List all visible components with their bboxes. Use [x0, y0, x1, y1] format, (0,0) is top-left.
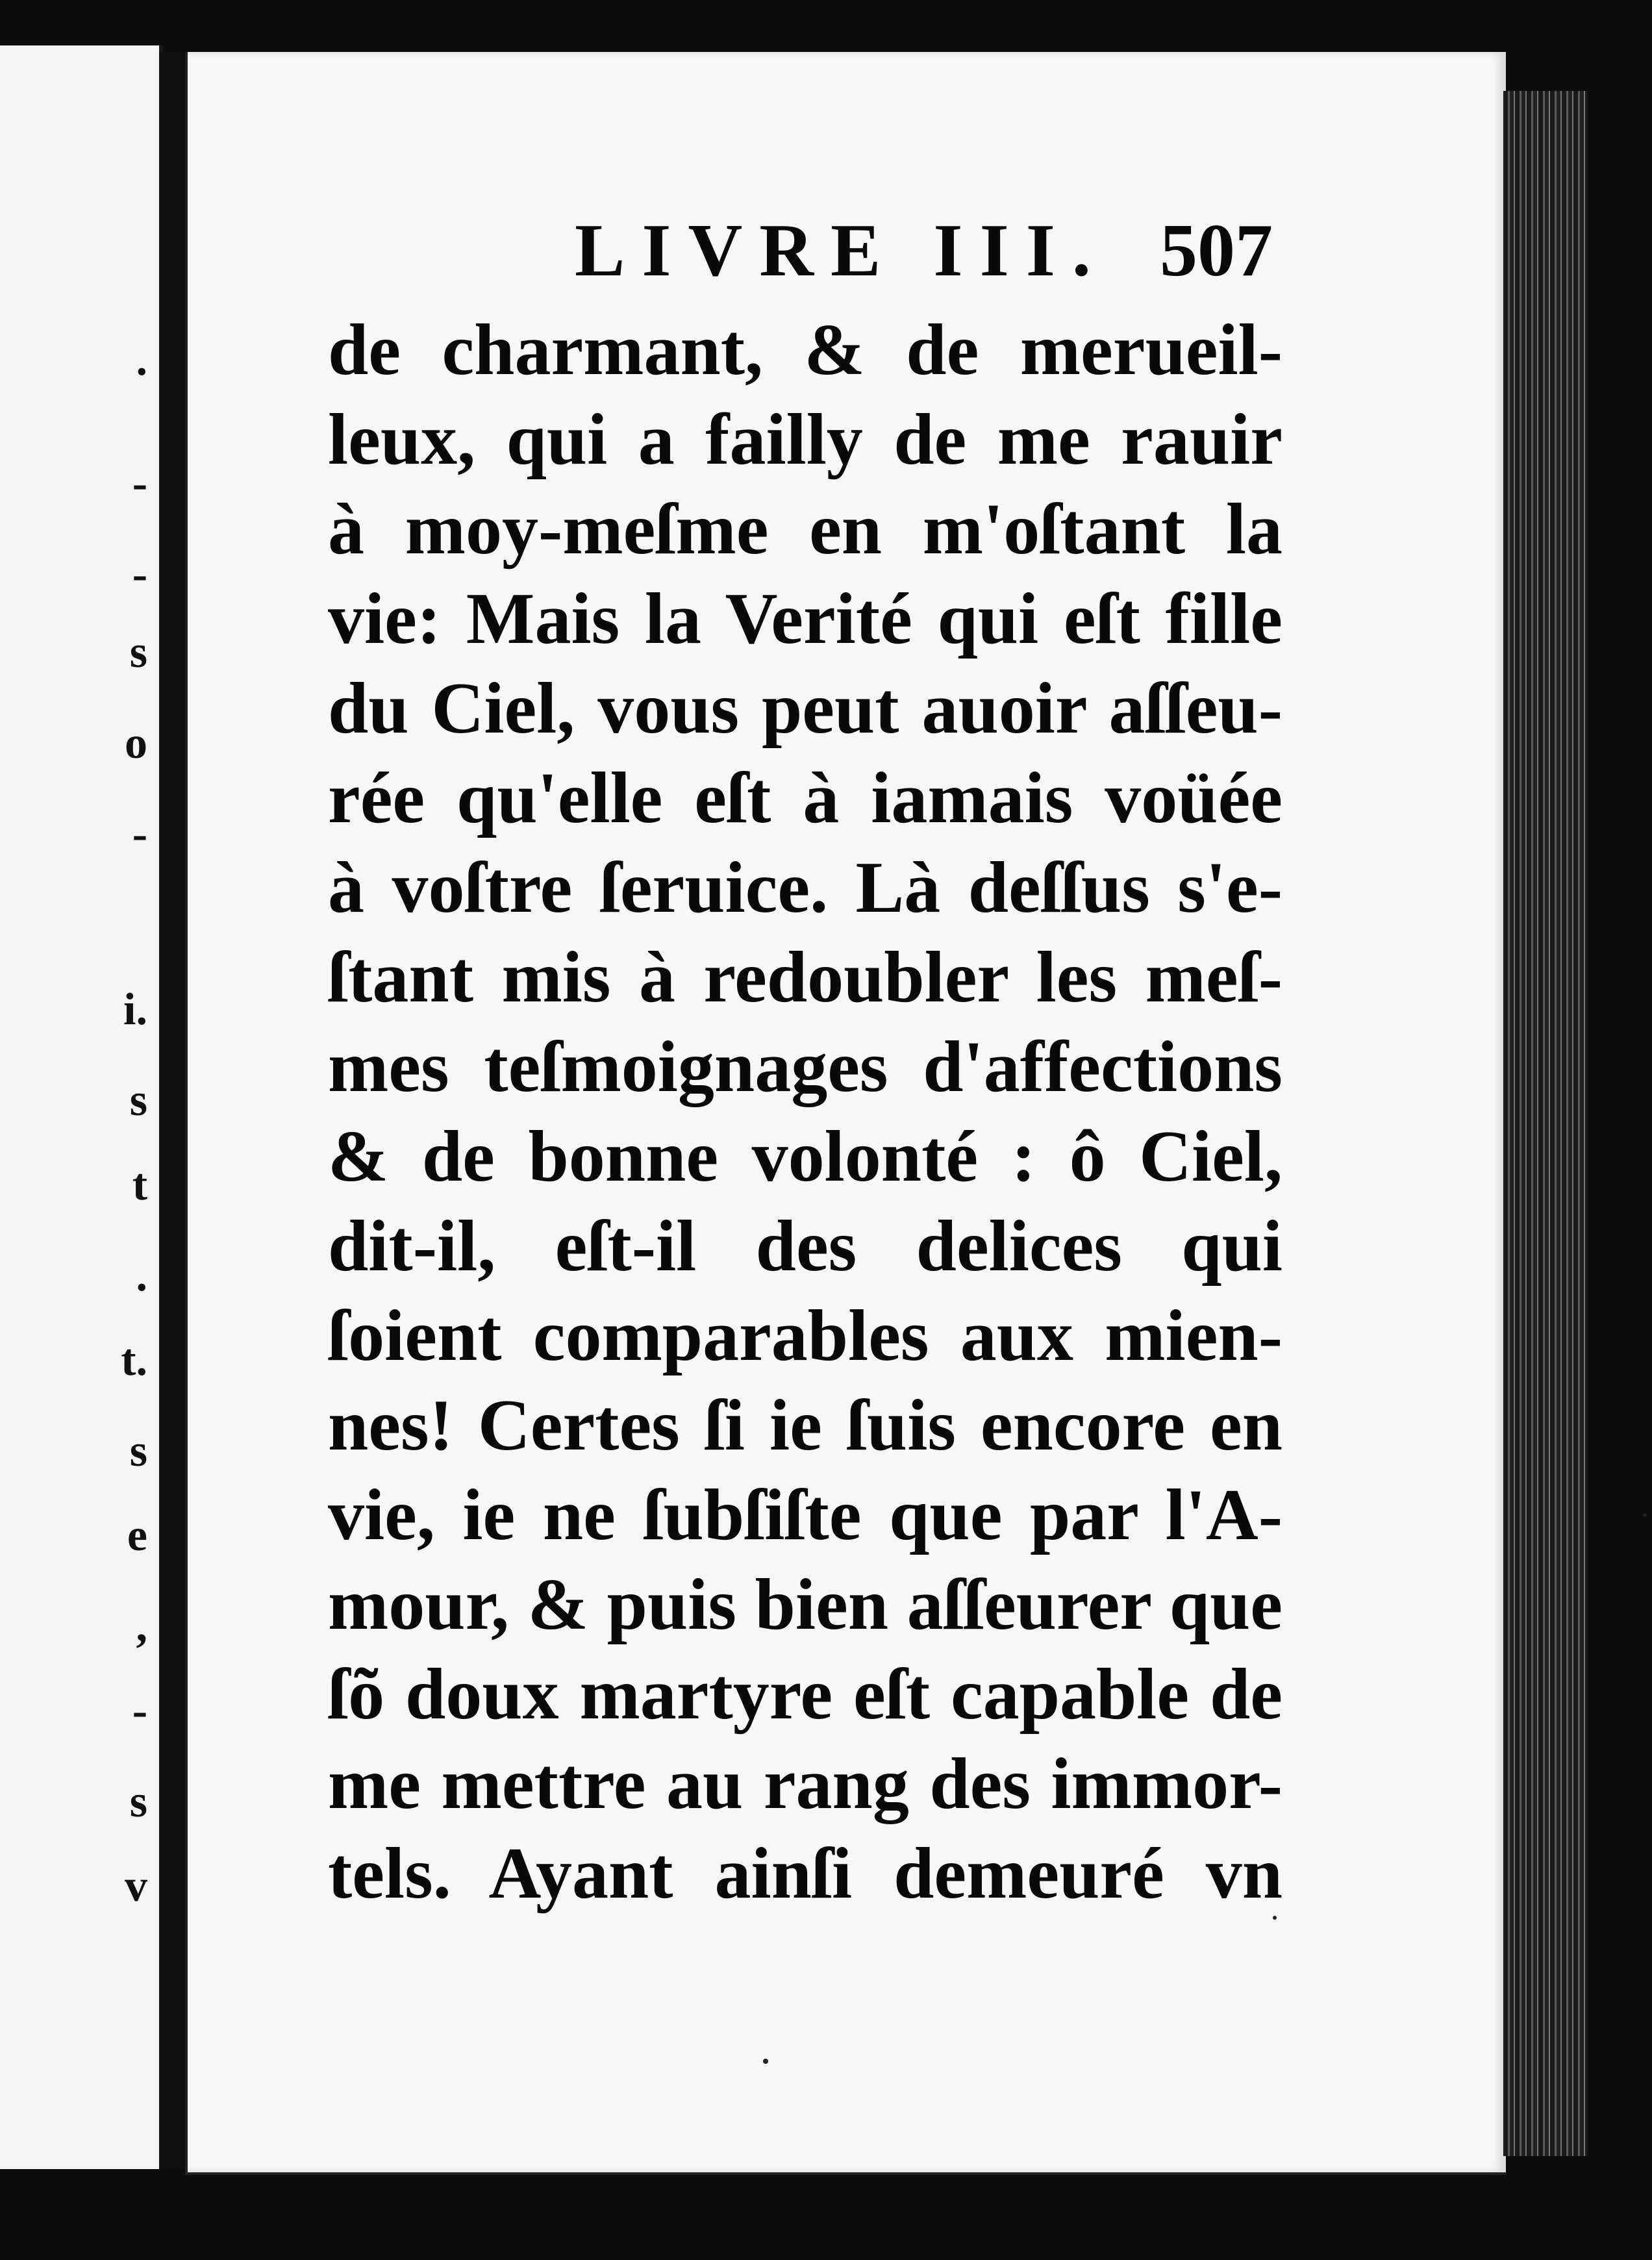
text-line: & de bonne volonté : ô Ciel, [328, 1116, 1283, 1197]
left-margin-glyph: , [136, 1601, 147, 1651]
book-gutter [159, 52, 185, 2169]
ink-speck [1643, 1513, 1647, 1517]
text-line: à moy-meſme en m'oſtant la [328, 489, 1283, 570]
left-margin-glyph: s [129, 1777, 147, 1827]
left-margin-glyph: s [129, 1426, 147, 1476]
left-margin-glyph: e [127, 1511, 147, 1561]
previous-page-edge [0, 45, 163, 2169]
text-line: mes teſmoignages d'affections [328, 1027, 1283, 1107]
text-line: à voſtre ſeruice. Là deſſus s'e- [328, 848, 1283, 928]
left-margin-glyph: t [132, 1160, 147, 1210]
text-line: tels. Ayant ainſi demeuré vn [328, 1833, 1283, 1914]
running-head [390, 208, 1273, 299]
text-line: ſoient comparables aux mien- [328, 1296, 1283, 1376]
left-margin-glyph: o [125, 718, 147, 768]
text-line: vie: Mais la Verité qui eſt fille [328, 579, 1283, 659]
left-margin-glyph: s [129, 627, 147, 677]
running-head-title: LIVRE III. [575, 209, 1108, 292]
text-line: leux, qui a failly de me rauir [328, 399, 1283, 480]
page-number: 507 [1160, 209, 1273, 292]
text-line: dit-il, eſt-il des delices qui [328, 1206, 1283, 1287]
text-line: mour, & puis bien aſſeurer que [328, 1564, 1283, 1645]
left-margin-glyph: - [132, 1686, 147, 1736]
text-line: ſtant mis à redoubler les meſ- [328, 937, 1283, 1018]
text-line: ſõ doux martyre eſt capable de [328, 1654, 1283, 1735]
left-margin-glyph: - [132, 458, 147, 509]
text-line: du Ciel, vous peut auoir aſſeu- [328, 668, 1283, 749]
left-margin-glyph: i. [123, 985, 147, 1035]
page-body-text [328, 305, 1283, 1918]
text-line: rée qu'elle eſt à iamais voüée [328, 758, 1283, 838]
page-block-edge [1503, 91, 1588, 2156]
left-margin-glyph: - [132, 549, 147, 599]
left-margin-glyph: . [136, 1251, 147, 1301]
ink-speck [763, 2059, 768, 2064]
ink-speck [1273, 1916, 1277, 1920]
left-margin-glyph: s [129, 1075, 147, 1125]
text-line: nes! Certes ſi ie ſuis encore en [328, 1385, 1283, 1466]
text-line: vie, ie ne ſubſiſte que par l'A- [328, 1475, 1283, 1555]
left-margin-glyph: . [136, 335, 147, 385]
left-margin-glyph: - [132, 809, 147, 859]
text-line: me mettre au rang des immor- [328, 1744, 1283, 1824]
left-margin-glyph: t. [121, 1335, 147, 1385]
text-line: de charmant, & de merueil- [328, 310, 1283, 390]
left-margin-glyph: v [125, 1861, 147, 1911]
